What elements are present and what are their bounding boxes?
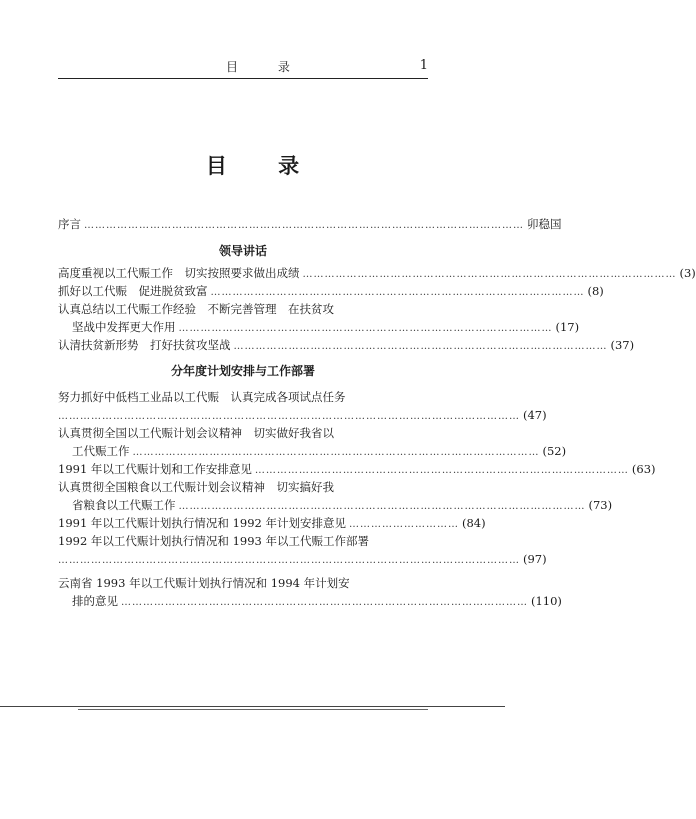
bottom-rule <box>0 706 505 707</box>
header-rule <box>58 78 428 79</box>
table-of-contents <box>58 210 696 610</box>
toc-entry-preface[interactable] <box>58 210 562 238</box>
toc-entry-page: (47) <box>523 408 547 422</box>
section-heading-speeches: 领导讲话 <box>218 244 267 258</box>
dot-leader: ………………………………………………………………………………………… <box>210 287 585 298</box>
dot-leader: ……………………………………………………………………………………………………………… <box>58 411 520 422</box>
toc-entry-line2[interactable] <box>58 592 562 610</box>
page-title: 目 录 <box>205 153 322 178</box>
toc-entry-page: (37) <box>610 338 635 352</box>
toc-entry-title-cont: 排的意见 <box>72 594 118 608</box>
toc-entry[interactable] <box>58 514 486 532</box>
toc-entry[interactable] <box>58 460 656 478</box>
toc-entry-page: (84) <box>462 516 486 530</box>
toc-entry-author: 卯稳国 <box>527 217 562 231</box>
toc-entry-page: (17) <box>555 320 580 334</box>
dot-leader: ………………………………………………………………………………………… <box>302 269 677 280</box>
toc-entry[interactable] <box>58 336 635 354</box>
toc-entry-title: 认清扶贫新形势 打好扶贫攻坚战 <box>58 338 231 352</box>
toc-entry-page: (8) <box>587 284 604 298</box>
toc-entry-title-cont: 坚战中发挥更大作用 <box>72 320 176 334</box>
toc-entry-line2[interactable] <box>58 406 547 424</box>
toc-entry-line1[interactable] <box>58 532 428 550</box>
dot-leader: ……………………………………………………………………………………………………………… <box>58 555 520 566</box>
dot-leader: ………………………………………………………………………………………… <box>254 465 629 476</box>
toc-entry-line1[interactable] <box>58 424 428 442</box>
dot-leader: ………………………………………………………………………………………………… <box>132 447 540 458</box>
dot-leader: ………………………………………………………………………………………… <box>233 341 608 352</box>
bottom-rule-inner <box>78 709 428 710</box>
toc-entry-page: (3) <box>679 266 696 280</box>
toc-entry-title: 认真贯彻全国粮食以工代赈计划会议精神 切实搞好我 <box>58 480 334 494</box>
dot-leader: ………………………………………………………………………………………………… <box>178 501 586 512</box>
toc-entry-line2[interactable] <box>58 550 547 568</box>
toc-entry-title: 1992 年以工代赈计划执行情况和 1993 年以工代赈工作部署 <box>58 534 369 548</box>
dot-leader: ………………………… <box>349 519 459 530</box>
toc-entry-page: (110) <box>531 594 562 608</box>
toc-entry-title: 1991 年以工代赈计划和工作安排意见 <box>58 462 252 476</box>
toc-entry[interactable] <box>58 282 604 300</box>
toc-entry-title: 云南省 1993 年以工代赈计划执行情况和 1994 年计划安 <box>58 576 350 590</box>
toc-entry-title: 1991 年以工代赈计划执行情况和 1992 年计划安排意见 <box>58 516 346 530</box>
toc-entry-title: 序言 <box>58 217 81 231</box>
toc-entry-title-cont: 省粮食以工代赈工作 <box>72 498 176 512</box>
toc-entry-title: 高度重视以工代赈工作 切实按照要求做出成绩 <box>58 266 300 280</box>
page-number: 1 <box>419 58 428 73</box>
toc-entry-line1[interactable] <box>58 300 428 318</box>
toc-entry-line1[interactable] <box>58 478 428 496</box>
toc-entry-title: 抓好以工代赈 促进脱贫致富 <box>58 284 208 298</box>
toc-entry-title: 认真总结以工代赈工作经验 不断完善管理 在扶贫攻 <box>58 302 334 316</box>
toc-entry-page: (73) <box>588 498 613 512</box>
toc-entry-line2[interactable] <box>58 442 567 460</box>
dot-leader: ………………………………………………………………………………………………………… <box>84 220 524 231</box>
toc-entry-title: 认真贯彻全国以工代赈计划会议精神 切实做好我省以 <box>58 426 334 440</box>
toc-entry-page: (97) <box>523 552 547 566</box>
toc-entry-title-cont: 工代赈工作 <box>72 444 130 458</box>
dot-leader: ………………………………………………………………………………………………… <box>121 597 528 608</box>
toc-entry[interactable] <box>58 264 696 282</box>
toc-entry-page: (63) <box>631 462 656 476</box>
section-heading-plans: 分年度计划安排与工作部署 <box>170 364 315 378</box>
toc-entry-line2[interactable] <box>58 496 613 514</box>
toc-entry-page: (52) <box>542 444 567 458</box>
running-head <box>58 58 428 76</box>
running-head-title: 目 录 <box>226 60 308 74</box>
toc-entry-line1[interactable] <box>58 574 428 592</box>
dot-leader: ………………………………………………………………………………………… <box>178 323 553 334</box>
toc-entry-title: 努力抓好中低档工业品以工代赈 认真完成各项试点任务 <box>58 390 346 404</box>
toc-entry-line1[interactable] <box>58 388 428 406</box>
toc-entry-line2[interactable] <box>58 318 580 336</box>
